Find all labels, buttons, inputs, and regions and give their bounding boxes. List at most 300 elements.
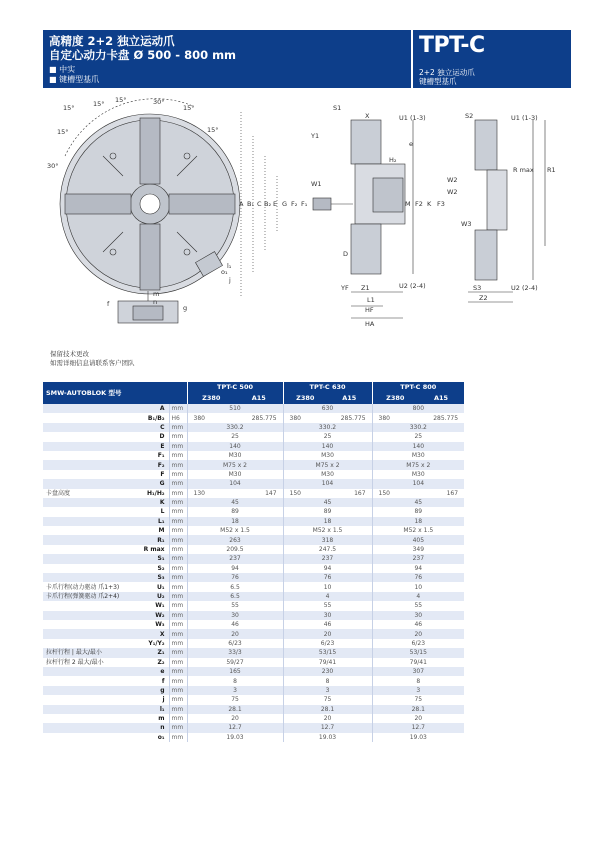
row-unit: mm xyxy=(169,611,187,620)
row-symbol: S₃ xyxy=(131,573,169,582)
value-cell: 19.03 xyxy=(372,733,464,742)
row-symbol: W₃ xyxy=(131,620,169,629)
value-cell: 150 xyxy=(372,489,418,498)
model-header: TPT-C 500 xyxy=(187,382,283,393)
dim-label: A xyxy=(239,200,244,208)
model-subtitle-2: 键槽型基爪 xyxy=(419,77,457,86)
value-cell: 3 xyxy=(283,686,372,695)
row-symbol: M xyxy=(131,526,169,535)
feature-bullet-2: ■ 键槽型基爪 xyxy=(49,75,100,84)
row-description xyxy=(43,526,131,535)
value-cell: 20 xyxy=(372,629,464,638)
row-unit: mm xyxy=(169,695,187,704)
table-row xyxy=(43,667,464,676)
dim-label: e xyxy=(409,140,413,148)
row-description xyxy=(43,423,131,432)
row-symbol: F₁ xyxy=(131,451,169,460)
value-cell: 25 xyxy=(283,432,372,441)
value-cell: 76 xyxy=(187,573,283,582)
value-cell: 76 xyxy=(283,573,372,582)
row-description xyxy=(43,629,131,638)
dim-label: HA xyxy=(365,320,375,328)
value-cell: 10 xyxy=(283,582,372,591)
table-row xyxy=(43,620,464,629)
value-cell: 6/23 xyxy=(283,639,372,648)
sub-header: Z380 xyxy=(372,393,418,404)
row-symbol: l₁ xyxy=(131,705,169,714)
value-cell: 30 xyxy=(283,611,372,620)
row-symbol: n xyxy=(131,723,169,732)
section-view xyxy=(241,112,413,318)
angle-label: 30° xyxy=(153,98,165,106)
value-cell: 20 xyxy=(283,714,372,723)
dim-label: F3 xyxy=(437,200,445,208)
row-symbol: L₁ xyxy=(131,517,169,526)
row-description xyxy=(43,714,131,723)
value-cell: M30 xyxy=(372,470,464,479)
row-description xyxy=(43,573,131,582)
row-description xyxy=(43,705,131,714)
value-cell: 20 xyxy=(372,714,464,723)
sub-header: A15 xyxy=(235,393,283,404)
row-description xyxy=(43,470,131,479)
header-divider xyxy=(411,30,413,88)
row-unit: mm xyxy=(169,592,187,601)
angle-label: 15° xyxy=(93,100,105,108)
value-cell: 150 xyxy=(283,489,327,498)
row-description xyxy=(43,564,131,573)
table-body xyxy=(43,404,464,742)
dim-label: C xyxy=(257,200,262,208)
value-cell: 94 xyxy=(187,564,283,573)
dim-label: F₁ xyxy=(301,200,308,208)
value-cell: 130 xyxy=(187,489,235,498)
table-row xyxy=(43,733,464,742)
header-band xyxy=(43,30,571,88)
row-unit: mm xyxy=(169,658,187,667)
value-cell: 18 xyxy=(283,517,372,526)
dim-label: m xyxy=(153,290,160,298)
value-cell: 140 xyxy=(187,442,283,451)
angle-label: 15° xyxy=(57,128,69,136)
row-unit: mm xyxy=(169,686,187,695)
dim-label: j xyxy=(229,276,231,284)
dim-label: n xyxy=(153,298,158,306)
row-unit: mm xyxy=(169,629,187,638)
disclaimer-note xyxy=(50,350,135,368)
model-code: TPT-C xyxy=(419,33,485,58)
row-description xyxy=(43,686,131,695)
value-cell: 59/27 xyxy=(187,658,283,667)
value-cell: M75 x 2 xyxy=(372,460,464,469)
row-symbol: B₁/B₂ xyxy=(131,413,169,422)
value-cell: 46 xyxy=(187,620,283,629)
value-cell: 55 xyxy=(283,601,372,610)
row-symbol: X xyxy=(131,629,169,638)
value-cell: M30 xyxy=(187,470,283,479)
table-row xyxy=(43,554,464,563)
title-line-1: 高精度 2+2 独立运动爪 xyxy=(49,34,175,48)
row-unit: mm xyxy=(169,667,187,676)
table-row xyxy=(43,648,464,657)
value-cell: M52 x 1.5 xyxy=(372,526,464,535)
note-line-2: 如需详细信息请联系客户团队 xyxy=(50,359,135,367)
dim-label: Z1 xyxy=(361,284,370,292)
value-cell: 94 xyxy=(372,564,464,573)
value-cell: 285.775 xyxy=(327,413,372,422)
dim-label: f xyxy=(107,300,110,308)
row-unit: mm xyxy=(169,507,187,516)
row-unit: mm xyxy=(169,442,187,451)
value-cell: 3 xyxy=(372,686,464,695)
dim-label: W2 xyxy=(447,188,458,196)
row-description xyxy=(43,545,131,554)
value-cell: 33/3 xyxy=(187,648,283,657)
header-model-block xyxy=(419,32,569,86)
row-symbol: F xyxy=(131,470,169,479)
dim-label: S2 xyxy=(465,112,474,120)
table-row xyxy=(43,535,464,544)
row-symbol: S₁ xyxy=(131,554,169,563)
dim-label: D xyxy=(343,250,349,258)
value-cell: 46 xyxy=(372,620,464,629)
row-symbol: W₁ xyxy=(131,601,169,610)
dim-label: S1 xyxy=(333,104,342,112)
row-unit: mm xyxy=(169,733,187,742)
dim-label: YF xyxy=(341,284,349,292)
sub-header: Z380 xyxy=(283,393,327,404)
value-cell: 800 xyxy=(372,404,464,413)
row-symbol: E xyxy=(131,442,169,451)
value-cell: 247.5 xyxy=(283,545,372,554)
model-subtitle-1: 2+2 独立运动爪 xyxy=(419,68,475,77)
table-row xyxy=(43,479,464,488)
row-unit: mm xyxy=(169,470,187,479)
angle-label: 15° xyxy=(183,104,195,112)
spec-table xyxy=(43,382,464,742)
value-cell: 10 xyxy=(372,582,464,591)
row-description xyxy=(43,479,131,488)
dim-label: S3 xyxy=(473,284,482,292)
value-cell: M75 x 2 xyxy=(187,460,283,469)
row-symbol: Z₁ xyxy=(131,648,169,657)
row-symbol: W₂ xyxy=(131,611,169,620)
row-symbol: Z₂ xyxy=(131,658,169,667)
table-row xyxy=(43,423,464,432)
row-description xyxy=(43,535,131,544)
title-line-2: 自定心动力卡盘 Ø 500 - 800 mm xyxy=(49,48,237,62)
table-row xyxy=(43,404,464,413)
table-row xyxy=(43,639,464,648)
value-cell: 380 xyxy=(372,413,418,422)
table-row xyxy=(43,489,464,498)
row-unit: mm xyxy=(169,573,187,582)
table-row xyxy=(43,611,464,620)
table-row xyxy=(43,460,464,469)
value-cell: 165 xyxy=(187,667,283,676)
value-cell: 46 xyxy=(283,620,372,629)
table-row xyxy=(43,582,464,591)
value-cell: 12.7 xyxy=(187,723,283,732)
dim-label: B₁ xyxy=(247,200,255,208)
row-unit: mm xyxy=(169,517,187,526)
value-cell: 12.7 xyxy=(283,723,372,732)
row-description xyxy=(43,695,131,704)
row-description: 卡盘高度 xyxy=(43,489,131,498)
row-description xyxy=(43,507,131,516)
value-cell: 55 xyxy=(187,601,283,610)
row-symbol: A xyxy=(131,404,169,413)
value-cell: 55 xyxy=(372,601,464,610)
dim-label: Y1 xyxy=(311,132,320,140)
value-cell: 8 xyxy=(187,676,283,685)
dim-label: R max xyxy=(513,166,534,174)
dim-label: U1 (1-3) xyxy=(511,114,538,122)
value-cell: 19.03 xyxy=(187,733,283,742)
dim-label: o₁ xyxy=(221,268,228,276)
dim-label: Z2 xyxy=(479,294,488,302)
row-unit: mm xyxy=(169,620,187,629)
row-symbol: Y₁/Y₂ xyxy=(131,639,169,648)
row-description xyxy=(43,442,131,451)
row-symbol: j xyxy=(131,695,169,704)
row-unit: mm xyxy=(169,582,187,591)
dim-label: H₂ xyxy=(389,156,397,164)
dim-label: K xyxy=(427,200,432,208)
row-symbol: e xyxy=(131,667,169,676)
row-description xyxy=(43,620,131,629)
value-cell: M30 xyxy=(283,470,372,479)
row-symbol: S₂ xyxy=(131,564,169,573)
value-cell: 28.1 xyxy=(283,705,372,714)
sub-header: Z380 xyxy=(187,393,235,404)
row-unit: mm xyxy=(169,545,187,554)
technical-drawing xyxy=(43,96,571,341)
value-cell: 630 xyxy=(283,404,372,413)
row-symbol: U₂ xyxy=(131,592,169,601)
value-cell: 75 xyxy=(283,695,372,704)
value-cell: 53/15 xyxy=(283,648,372,657)
row-symbol: g xyxy=(131,686,169,695)
row-unit: mm xyxy=(169,535,187,544)
dim-label: W3 xyxy=(461,220,472,228)
row-description xyxy=(43,723,131,732)
value-cell: 330.2 xyxy=(283,423,372,432)
value-cell: 209.5 xyxy=(187,545,283,554)
row-unit: mm xyxy=(169,460,187,469)
row-description xyxy=(43,432,131,441)
dim-label: L1 xyxy=(367,296,375,304)
row-symbol: H₁/H₂ xyxy=(131,489,169,498)
dim-label: W1 xyxy=(311,180,322,188)
value-cell: 75 xyxy=(187,695,283,704)
value-cell: M52 x 1.5 xyxy=(283,526,372,535)
row-symbol: o₁ xyxy=(131,733,169,742)
side-view xyxy=(468,120,545,302)
value-cell: 307 xyxy=(372,667,464,676)
value-cell: 237 xyxy=(372,554,464,563)
value-cell: 405 xyxy=(372,535,464,544)
row-description xyxy=(43,451,131,460)
value-cell: M75 x 2 xyxy=(283,460,372,469)
row-description xyxy=(43,611,131,620)
table-row xyxy=(43,470,464,479)
table-row xyxy=(43,526,464,535)
value-cell: 28.1 xyxy=(372,705,464,714)
dim-label: U1 (1-3) xyxy=(399,114,426,122)
value-cell: 230 xyxy=(283,667,372,676)
table-row xyxy=(43,564,464,573)
value-cell: 20 xyxy=(187,629,283,638)
row-symbol: F₂ xyxy=(131,460,169,469)
dim-label: B₂ xyxy=(264,200,272,208)
value-cell: M30 xyxy=(283,451,372,460)
row-symbol: f xyxy=(131,676,169,685)
value-cell: 75 xyxy=(372,695,464,704)
value-cell: 30 xyxy=(372,611,464,620)
row-unit: mm xyxy=(169,639,187,648)
model-header: TPT-C 800 xyxy=(372,382,464,393)
value-cell: 12.7 xyxy=(372,723,464,732)
value-cell: 330.2 xyxy=(372,423,464,432)
value-cell: 79/41 xyxy=(283,658,372,667)
row-symbol: D xyxy=(131,432,169,441)
row-description: 拉杆行程 | 最大/最小 xyxy=(43,648,131,657)
value-cell: 380 xyxy=(187,413,235,422)
dim-label: l₁ xyxy=(227,262,232,270)
row-description xyxy=(43,733,131,742)
value-cell: 3 xyxy=(187,686,283,695)
table-row xyxy=(43,413,464,422)
table-row xyxy=(43,442,464,451)
row-unit: mm xyxy=(169,676,187,685)
row-description xyxy=(43,498,131,507)
value-cell: 20 xyxy=(187,714,283,723)
dim-label: F₂ xyxy=(291,200,298,208)
angle-label: 15° xyxy=(115,96,127,104)
value-cell: 140 xyxy=(283,442,372,451)
value-cell: 318 xyxy=(283,535,372,544)
row-symbol: L xyxy=(131,507,169,516)
row-description xyxy=(43,460,131,469)
row-unit: mm xyxy=(169,601,187,610)
value-cell: 79/41 xyxy=(372,658,464,667)
dim-label: R1 xyxy=(547,166,556,174)
value-cell: 45 xyxy=(372,498,464,507)
value-cell: M52 x 1.5 xyxy=(187,526,283,535)
row-unit: mm xyxy=(169,498,187,507)
table-row xyxy=(43,723,464,732)
table-row xyxy=(43,498,464,507)
value-cell: 25 xyxy=(187,432,283,441)
row-unit: H6 xyxy=(169,413,187,422)
value-cell: 285.775 xyxy=(418,413,464,422)
header-title-block xyxy=(49,34,359,85)
row-description: 卡爪行程(动力驱动 爪1+3) xyxy=(43,582,131,591)
value-cell: 28.1 xyxy=(187,705,283,714)
dim-label: U2 (2-4) xyxy=(399,282,426,290)
row-symbol: m xyxy=(131,714,169,723)
value-cell: 45 xyxy=(283,498,372,507)
row-description xyxy=(43,413,131,422)
row-symbol: R max xyxy=(131,545,169,554)
value-cell: 8 xyxy=(283,676,372,685)
value-cell: 147 xyxy=(235,489,283,498)
row-unit: mm xyxy=(169,489,187,498)
row-description: 拉杆行程 2 最大/最小 xyxy=(43,658,131,667)
table-row xyxy=(43,545,464,554)
value-cell: 6.5 xyxy=(187,582,283,591)
row-unit: mm xyxy=(169,432,187,441)
value-cell: 89 xyxy=(283,507,372,516)
table-row xyxy=(43,686,464,695)
row-unit: mm xyxy=(169,648,187,657)
row-symbol: K xyxy=(131,498,169,507)
dim-label: g xyxy=(183,304,188,312)
row-description xyxy=(43,639,131,648)
table-row xyxy=(43,629,464,638)
value-cell: 4 xyxy=(372,592,464,601)
row-symbol: U₁ xyxy=(131,582,169,591)
row-description xyxy=(43,667,131,676)
value-cell: 76 xyxy=(372,573,464,582)
value-cell: 104 xyxy=(187,479,283,488)
dim-label: M xyxy=(405,200,411,208)
row-unit: mm xyxy=(169,564,187,573)
dim-label: U2 (2-4) xyxy=(511,284,538,292)
value-cell: 4 xyxy=(283,592,372,601)
value-cell: 237 xyxy=(187,554,283,563)
row-unit: mm xyxy=(169,526,187,535)
value-cell: 18 xyxy=(187,517,283,526)
value-cell: 89 xyxy=(187,507,283,516)
sub-header: A15 xyxy=(327,393,372,404)
table-row xyxy=(43,705,464,714)
value-cell: 167 xyxy=(418,489,464,498)
table-row xyxy=(43,451,464,460)
value-cell: 330.2 xyxy=(187,423,283,432)
row-symbol: G xyxy=(131,479,169,488)
value-cell: 167 xyxy=(327,489,372,498)
dim-label: G xyxy=(282,200,288,208)
row-symbol: R₁ xyxy=(131,535,169,544)
value-cell: 349 xyxy=(372,545,464,554)
value-cell: 104 xyxy=(372,479,464,488)
table-header-row xyxy=(43,382,464,393)
table-row xyxy=(43,714,464,723)
row-symbol: C xyxy=(131,423,169,432)
row-unit: mm xyxy=(169,404,187,413)
note-line-1: 保留技术更改 xyxy=(50,350,89,358)
row-description: 卡爪行程(弹簧驱动 爪2+4) xyxy=(43,592,131,601)
dim-label: F2 xyxy=(415,200,423,208)
value-cell: 263 xyxy=(187,535,283,544)
table-row xyxy=(43,676,464,685)
value-cell: 53/15 xyxy=(372,648,464,657)
value-cell: 6.5 xyxy=(187,592,283,601)
row-description xyxy=(43,601,131,610)
row-unit: mm xyxy=(169,479,187,488)
table-row xyxy=(43,507,464,516)
dim-label: HF xyxy=(365,306,374,314)
row-description xyxy=(43,404,131,413)
value-cell: 140 xyxy=(372,442,464,451)
row-unit: mm xyxy=(169,423,187,432)
model-header: TPT-C 630 xyxy=(283,382,372,393)
value-cell: 285.775 xyxy=(235,413,283,422)
value-cell: 6/23 xyxy=(372,639,464,648)
row-description xyxy=(43,676,131,685)
